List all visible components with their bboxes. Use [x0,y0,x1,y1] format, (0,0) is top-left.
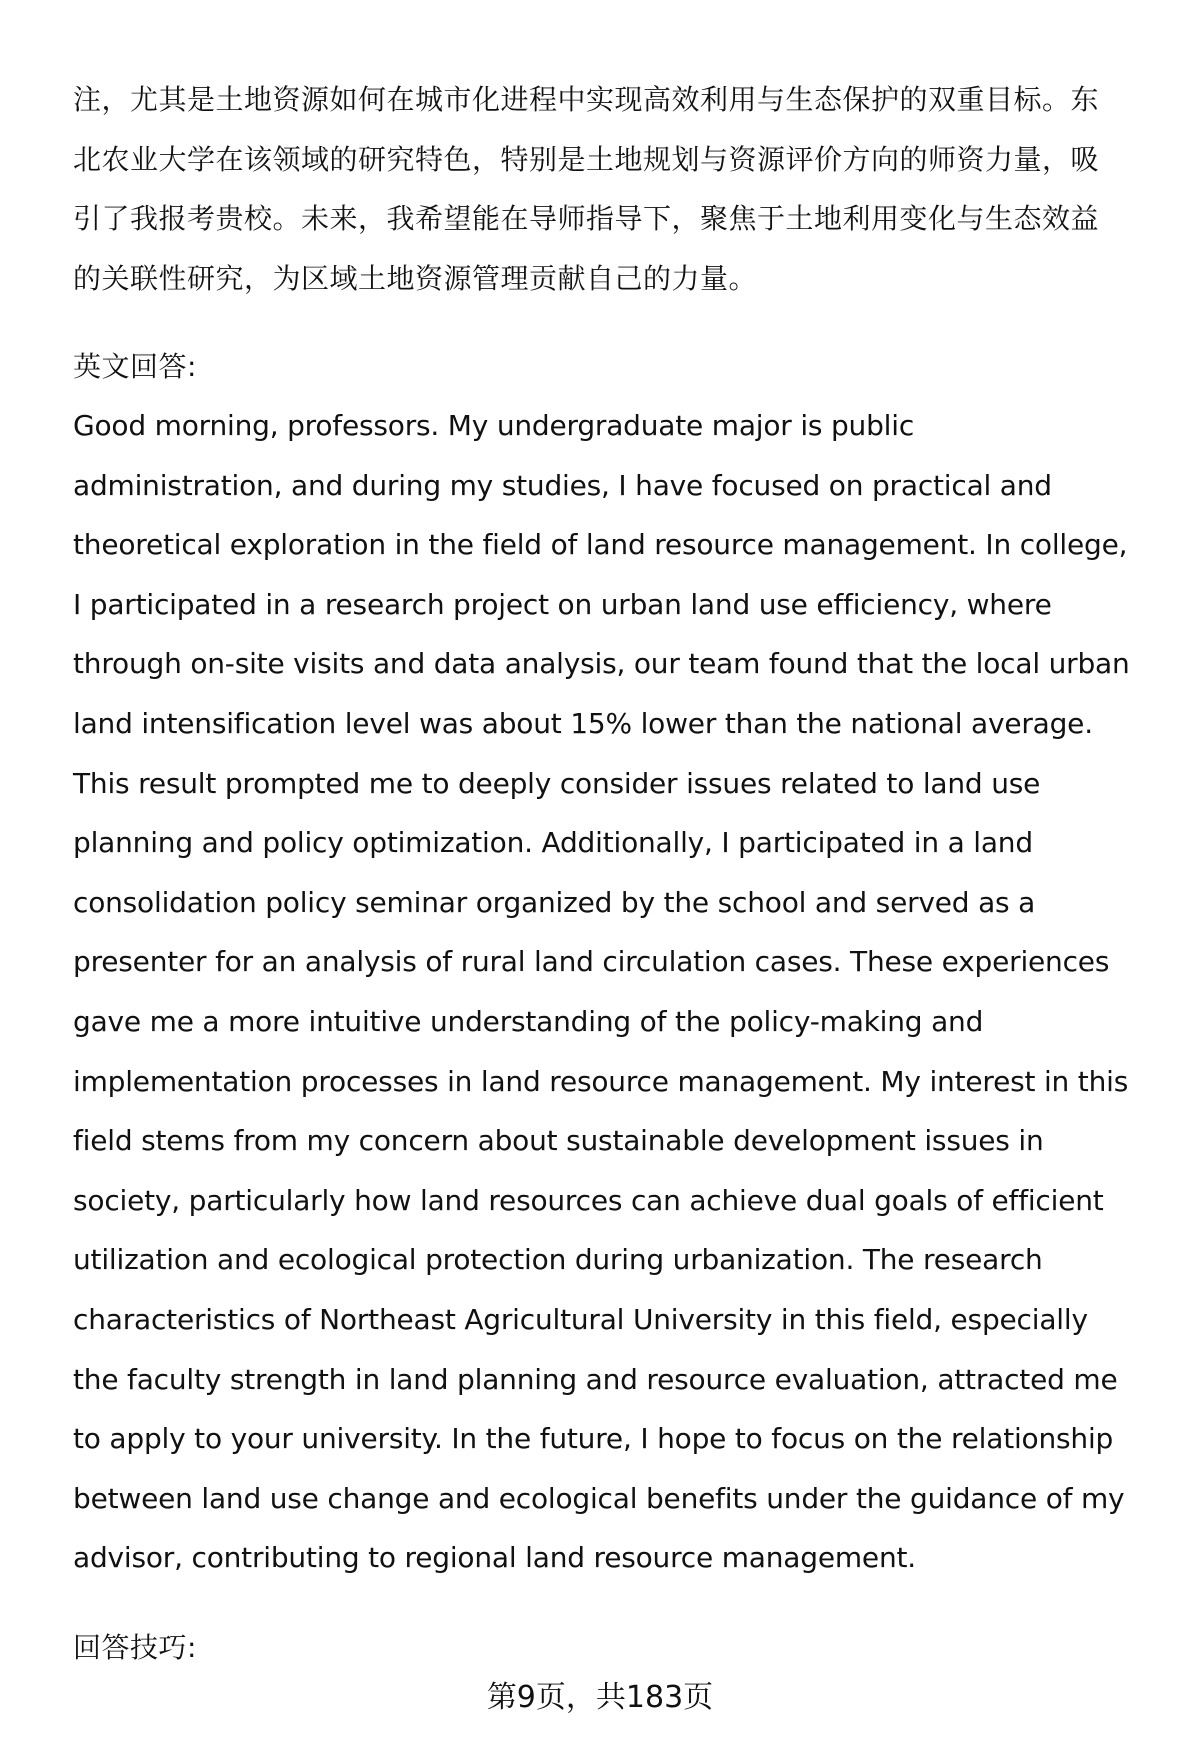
text-line: 引了我报考贵校。未来，我希望能在导师指导下，聚焦于土地利用变化与生态效益 [73,202,1100,236]
text-line: society, particularly how land resources can achieve dual goals of efficient [73,1183,1104,1217]
text-line: through on-site visits and data analysis, our team found that the local urban [73,647,1130,681]
text-line: administration, and during my studies, I have focused on practical and [73,468,1052,502]
text-line: utilization and ecological protection during urbanization. The research [73,1243,1043,1277]
text-line: 注，尤其是土地资源如何在城市化进程中实现高效利用与生态保护的双重目标。东 [73,83,1100,116]
text-line: field stems from my concern about sustainable development issues in [73,1124,1044,1158]
chinese-answer-paragraph [73,70,1173,308]
text-line: theoretical exploration in the field of land resource management. In college, [73,528,1128,562]
text-line: planning and policy optimization. Additionally, I participated in a land [73,826,1033,860]
text-line: gave me a more intuitive understanding of the policy-making and [73,1004,984,1038]
text-line: to apply to your university. In the future, I hope to focus on the relationship [73,1422,1114,1456]
text-line: 北农业大学在该领域的研究特色，特别是土地规划与资源评价方向的师资力量，吸 [73,142,1100,176]
heading-text: 回答技巧: [73,1631,197,1664]
text-line: characteristics of Northeast Agricultural University in this field, especially [73,1302,1088,1336]
text-line: the faculty strength in land planning and resource evaluation, attracted me [73,1362,1118,1396]
text-line: implementation processes in land resource management. My interest in this [73,1064,1129,1098]
heading-text: 英文回答: [73,350,197,383]
text-line: between land use change and ecological benefits under the guidance of my [73,1481,1125,1515]
text-line: consolidation policy seminar organized by the school and served as a [73,885,1036,919]
text-line: 的关联性研究，为区域土地资源管理贡献自己的力量。 [73,261,758,295]
text-line: Good morning, professors. My undergraduate major is public [73,409,915,442]
english-answer-heading [73,337,1173,397]
text-line: advisor, contributing to regional land resource management. [73,1541,916,1575]
text-line: I participated in a research project on urban land use efficiency, where [73,587,1052,621]
text-line: This result prompted me to deeply consider issues related to land use [73,766,1041,800]
answer-tips-heading [73,1618,1173,1678]
page-number-footer: 第9页，共183页 [486,1680,714,1715]
text-line: presenter for an analysis of rural land circulation cases. These experiences [73,945,1110,979]
text-line: land intensification level was about 15% lower than the national average. [73,706,1093,740]
english-answer-paragraph [73,396,1173,1588]
